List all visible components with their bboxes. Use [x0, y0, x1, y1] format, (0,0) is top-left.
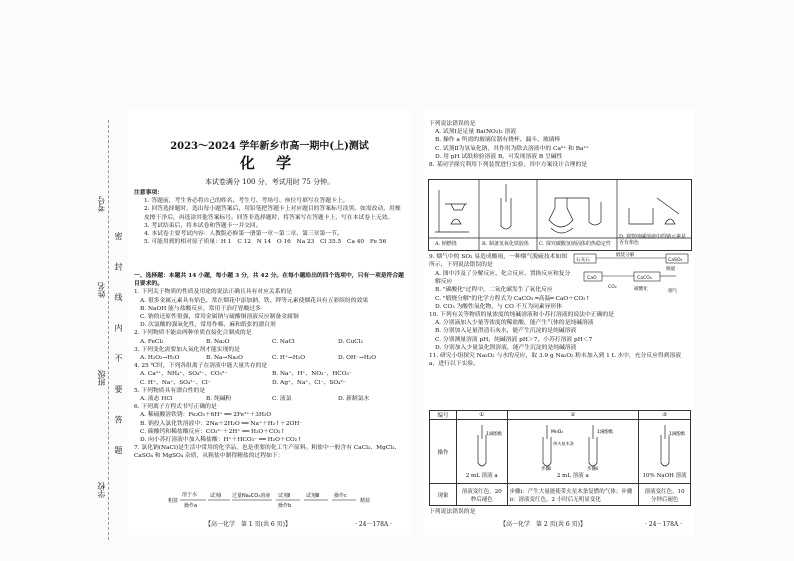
footer-right-code: · 24－178A · [645, 521, 683, 528]
diag-carbonation: 碳酸化 [634, 287, 648, 292]
table-head-3: ③ [639, 411, 691, 420]
binding-label-school: 学校 [97, 482, 106, 498]
table-row-op-label: 操作 [430, 420, 457, 484]
option: A. 图中涉及了分解反应、化合反应、置换反应和复分解反应 [435, 271, 571, 286]
flow-label-na2co3: 过量Na₂CO₃溶液 [232, 493, 271, 499]
question-text: 4. 25 ℃时，下列各组离子在溶液中能大量共存的是 [134, 363, 268, 370]
option: B. 纯碱粉 [206, 396, 232, 403]
option: D. 新制氯水 [338, 396, 370, 403]
diag-desulfurize: 脱硫 [666, 267, 676, 272]
q8-caption-d: D. 观察纯碱溶液中的钠元素是否有焰色 [619, 234, 687, 246]
option: D. CuCl₂ [338, 338, 363, 345]
note-item: 3. 考试结束后，将本试卷和答题卡一并交回。 [144, 222, 262, 229]
section1 [134, 272, 406, 461]
flow-label-op-a: 操作a [184, 503, 198, 509]
option: B. Na₂O [206, 338, 230, 345]
footer-left-code: · 24－178A · [355, 521, 393, 528]
option: C. 试剂Ⅱ为氢氧化钠，其作用为除去溶液中的 Ca²⁺ 和 Ba²⁺ [435, 145, 589, 152]
option: D. 次氯酸的强氧化性，常用作棉、麻和纸张的漂白剂 [140, 322, 276, 329]
test-tube-icon [462, 425, 502, 471]
section1-heading: 一、选择题：本题共 14 小题，每小题 3 分，共 42 分。在每小题给出的四个选项中，只有一项是符合题目要求的。 [134, 273, 404, 288]
option: C. 钠的还原性很强，常用金属钠与硫酸铜溶液反应制备金属铜 [140, 314, 299, 321]
question-text: 5. 下列物质具有漂白性的是 [134, 387, 206, 394]
question-text: 10. 下列有关等物质的量浓度的纯碱溶液和小苏打溶液的说法中正确的是 [429, 312, 614, 319]
option: B. NaOH 能与盐酸反应，常用于治疗胃酸过多 [140, 305, 261, 312]
binding-label-id: 考号 [97, 196, 106, 212]
binding-strip [0, 0, 128, 561]
option: C. 分别测量溶液 pH，纯碱溶液 pH＞7，小苏打溶液 pH＜7 [435, 336, 593, 343]
flow-label-reagent-1: 试剂Ⅰ [210, 493, 222, 499]
option: D. 用 pH 试纸检验溶液 B，可发现溶液 B 呈碱性 [435, 153, 563, 160]
option: A. H₂O₂→H₂O [140, 355, 180, 362]
q8-apparatus-figure [428, 179, 692, 251]
question-text: 7. 氯化钠(NaCl)是生活中常用的化学品，也是重要的化工生产原料。粗盐中一般含有 CaCl₂、MgCl₂、CaSO₄ 和 MgSO₄ 杂质，从粗盐中制得精盐的过程如下： [134, 445, 401, 460]
question-text: 1. 下列关于物质的性质及用途的说法正确且具有对应关系的是 [134, 289, 293, 296]
note-item: 5. 可能用到的相对原子质量：H 1 C 12 N 14 O 16 Na 23 Cl 35.5 Ca 40 Fe 56 [144, 239, 387, 246]
op-step: 步骤ⅱ [586, 466, 598, 471]
op-sample: 10% NaOH 溶液 [642, 472, 687, 479]
test-tube-icon [645, 425, 685, 471]
table-head-1: ① [457, 411, 508, 420]
q4 [134, 362, 406, 387]
question-text: 8. 某同学探究利用下列装置进行实验，其中方案设计合理的是 [429, 162, 588, 169]
footer-left-page: 【高一化学 第 1 页(共 6 页)】 [205, 521, 291, 528]
q7 [134, 444, 406, 460]
q6 [134, 403, 406, 444]
option: A. Ca²⁺、NH₄⁺、SO₄²⁻、CO₃²⁻ [140, 371, 228, 378]
question-text: 下列说法错误的是 [429, 121, 476, 127]
flow-label-op-b: 操作b [278, 503, 292, 509]
option: A. 稀硫酸溶铁锈：Fe₂O₃＋6H⁺ ══ 2Fe²⁺＋3H₂O [140, 412, 272, 419]
exam-info: 本试卷满分 100 分，考试用时 75 分钟。 [204, 178, 335, 186]
option: D. Ag⁺、Na⁺、Cl⁻、SO₄²⁻ [272, 379, 346, 386]
option: A. 很多金属元素具有焰色，常在烟花中添加钠、铁、钾等元素使烟花具有五彩缤纷的效果 [140, 297, 369, 304]
table-obs-2: 步骤ⅰ：产生大量能使带火星木条复燃的气体；步骤ⅱ：溶液变红色，2 小时后无明显变化 [507, 484, 639, 506]
q3 [134, 346, 406, 362]
flow-label-reagent-2: 试剂Ⅱ [278, 493, 291, 499]
q9 [429, 253, 569, 269]
diag-cao: CaO [587, 276, 597, 281]
op-label: 1滴酚酞 [668, 431, 685, 437]
table-op-cell-1 [457, 420, 508, 484]
notes-block [134, 189, 406, 246]
option: A. 试剂Ⅰ是足量 Ba(NO₃)₂ 溶液 [435, 129, 517, 136]
q9-options [429, 270, 691, 368]
table-op-cell-3 [639, 420, 691, 484]
q8-caption-b: B. 制备氢氧化铁胶体 [482, 241, 529, 247]
table-op-cell-2 [507, 420, 639, 484]
table-obs-1: 溶液变红色，20 秒后褪色 [457, 484, 508, 506]
option: D. 分别加入少量氯化钡溶液，能产生沉淀的是纯碱溶液 [435, 344, 577, 351]
question-text: 9. 烟气中的 SO₂ 易造成酸雨，一种烟气脱硫技术如图所示，下列说法错误的是 [429, 254, 568, 269]
option: D. OH⁻→H₂O [338, 355, 376, 362]
flow-diagram [168, 488, 388, 514]
table-obs-3: 溶液变红色，10 分钟后褪色 [639, 484, 691, 506]
question-text: 6. 下列离子方程式书写正确的是 [134, 404, 217, 411]
diag-calcine: 煅烧分解 [616, 253, 635, 258]
option: A. FeCl₃ [140, 338, 164, 345]
note-item: 2. 回答选择题时，选出每小题答案后，用铅笔把答题卡上对应题目的答案标号涂黑。如需改动，用橡皮擦干净后，再选涂其他答案标号。回答非选择题时，将答案写在答题卡上，写在本试卷上无效。 [144, 206, 401, 221]
q7-continued [429, 120, 691, 169]
option: A. 液态 HCl [140, 396, 173, 403]
op-label: MnO₂ [550, 429, 563, 435]
q8-caption-c: C. 探究碳酸氢钠固体的热稳定性 [539, 241, 611, 247]
diag-caso3: CaSO₃ [668, 258, 683, 263]
option: D. CO₂ 为酸性氧化物，与 CO 不互为同素异形体 [435, 303, 563, 310]
flow-label-op-c: 操作c [334, 493, 347, 499]
q11-experiment-table [429, 410, 691, 506]
option: C. H⁺、Na⁺、SO₄²⁻、Cl⁻ [140, 379, 211, 386]
q5 [134, 387, 406, 403]
seal-text: 密 封 线 内 不 要 答 题 [114, 232, 123, 464]
q2 [134, 329, 406, 345]
option: A. 分别滴加入少量等浓度的稀盐酸，能产生气体的是纯碱溶液 [435, 320, 594, 327]
option: C. 液氯 [272, 396, 292, 403]
op-step: 步骤ⅰ [540, 466, 552, 471]
table-head-2: ② [507, 411, 639, 420]
table-row-obs-label: 现象 [430, 484, 457, 506]
flow-node-crude-salt: 粗盐 [168, 498, 179, 504]
option: C. NaCl [272, 338, 295, 345]
question-text: 2. 下列物质不能由两种单质直接化合制成的是 [134, 330, 252, 337]
diag-caco3: CaCO₃ [637, 276, 652, 281]
q11-end: 下列说法错误的是 [429, 509, 476, 515]
question-text: 3. 下列变化需要加入氧化剂才能实现的是 [134, 346, 240, 353]
option: B. 操作 a 所需的玻璃仪器有烧杯、漏斗、玻璃棒 [435, 137, 561, 144]
flow-label-dissolve: 溶于水 [182, 492, 198, 498]
option: C. H⁺→H₂O [272, 355, 306, 362]
flow-label-reagent-3: 试剂Ⅲ [306, 493, 320, 499]
notes-heading: 注意事项： [134, 190, 163, 196]
subject-title: 化 学 [239, 154, 300, 172]
footer-right-page: 【高一化学 第 2 页(共 6 页)】 [500, 521, 586, 528]
option: C. 碳酸钙和稀盐酸反应：CO₃²⁻＋2H⁺ ══ H₂O＋CO₂↑ [140, 428, 286, 435]
option: B. Na→Na₂O [206, 355, 243, 362]
test-tubes-icon [523, 425, 623, 471]
question-text: 11. 研究小组探究 Na₂O₂ 与水的反应，取 3.9 g Na₂O₂ 粉末加入到 1 L 水中，充分反应得到溶液 a，进行以下实验。 [429, 353, 682, 368]
op-sample: 2 mL 溶液 a [465, 472, 498, 479]
binding-label-name: 姓名 [97, 282, 106, 298]
op-label: 1滴酚酞 [485, 431, 502, 437]
q8-caption-a: A. 钠燃烧 [435, 241, 457, 247]
binding-label-class: 班级 [97, 370, 106, 386]
q1 [134, 288, 406, 329]
diag-limestone: 石灰石 [576, 258, 590, 263]
option: B. 分别加入足量澄清石灰水，能产生沉淀的是纯碱溶液 [435, 328, 577, 335]
seal-line [108, 120, 109, 540]
table-head-no: 编号 [430, 411, 457, 420]
op-note: 带火星木条 [552, 440, 574, 446]
option: C. "煅烧分解"的化学方程式为 CaCO₃ ═高温═ CaO＋CO₂↑ [435, 295, 591, 302]
note-item: 4. 本试卷主要考试内容：人教版必修第一册第一章～第二章、第三章第一节。 [144, 231, 343, 238]
op-label: 1滴酚酞 [596, 429, 614, 435]
diag-flue-gas: 烟气 [668, 289, 678, 294]
option: B. 钠投入氯化铁溶液中：2Na＋2H₂O ══ Na⁺＋H₂↑＋2OH⁻ [140, 420, 303, 427]
diag-co2: CO₂ [608, 285, 617, 290]
note-item: 1. 答题前，考生务必将自己的姓名、考生号、考场号、座位号填写在答题卡上。 [144, 198, 349, 205]
option: B. Na⁺、H⁺、NO₃⁻、HCO₃⁻ [272, 371, 352, 378]
option: B. "碳酸化"过程中，二氧化碳发生了氧化反应 [435, 287, 553, 294]
option: D. 向小苏打溶液中加入稀盐酸：H⁺＋HCO₃⁻ ══ H₂O＋CO₂↑ [140, 437, 302, 444]
op-sample: 2 mL 溶液 a [556, 472, 589, 479]
exam-title: 2023～2024 学年新乡市高一期中(上)测试 [170, 141, 369, 152]
flow-node-refined-salt: 精盐 [360, 498, 371, 504]
